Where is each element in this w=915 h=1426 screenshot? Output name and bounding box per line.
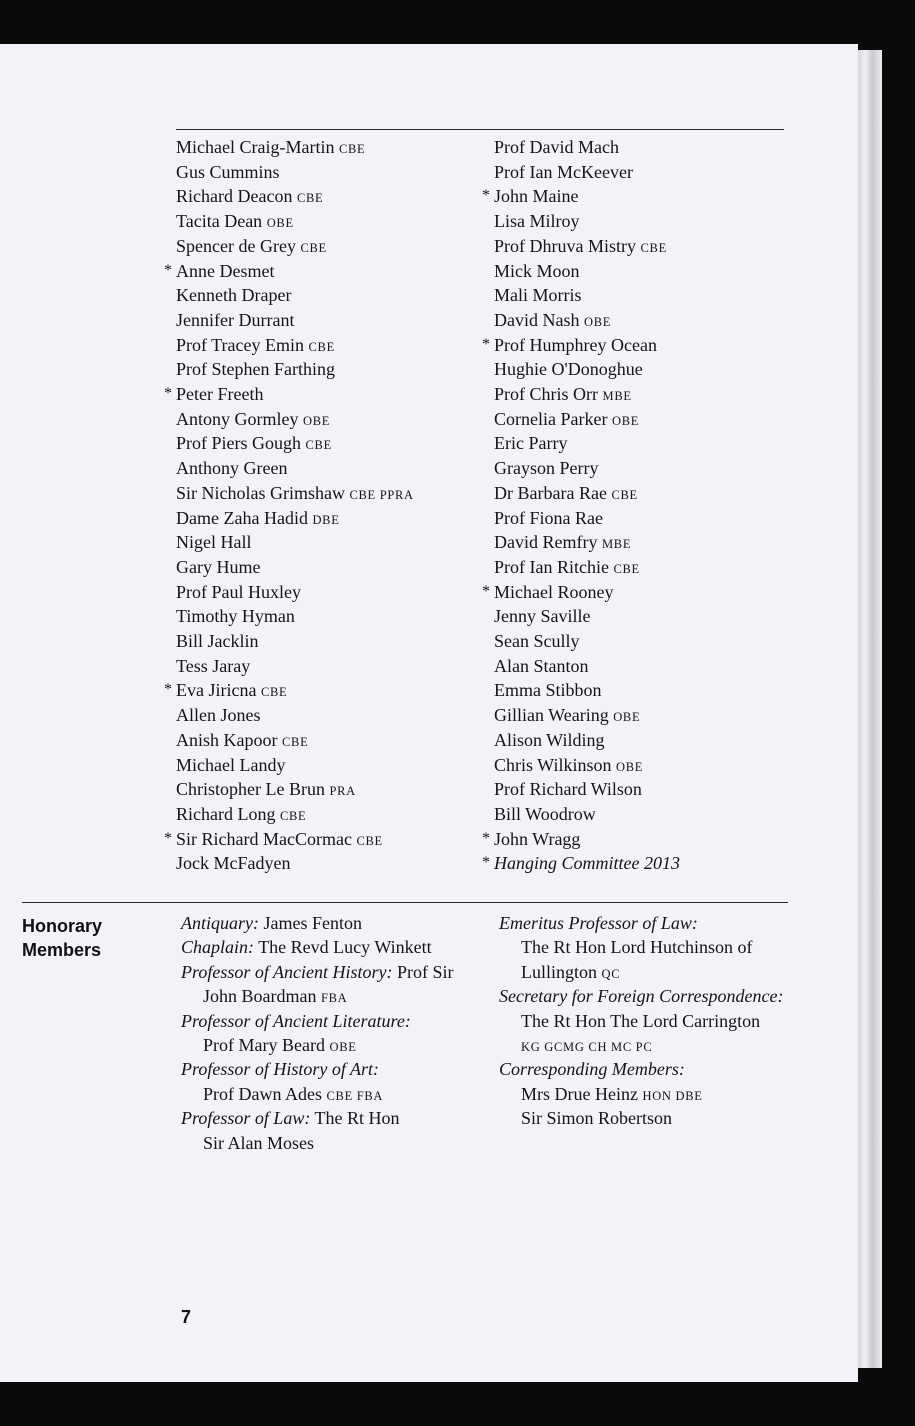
honorary-line (181, 935, 432, 959)
member-entry (494, 235, 667, 259)
honorary-line (521, 1009, 760, 1033)
member-name: Gillian Wearing (494, 705, 609, 726)
holder-name: James Fenton (259, 913, 362, 933)
honorary-line (521, 935, 752, 959)
member-entry (494, 358, 643, 380)
member-name: Dr Barbara Rae (494, 482, 607, 503)
member-name: Michael Rooney (494, 581, 614, 602)
member-name: Hughie O'Donoghue (494, 359, 643, 380)
member-name: Jenny Saville (494, 606, 591, 627)
member-name: Prof Ian McKeever (494, 161, 633, 182)
member-name: Hanging Committee 2013 (494, 853, 680, 874)
member-name: Michael Craig-Martin (176, 137, 335, 157)
honorary-line (499, 984, 783, 1008)
honorary-line (181, 960, 454, 984)
member-entry (482, 185, 579, 207)
honours-suffix: MBE (602, 389, 632, 403)
honours-suffix: CBE (613, 561, 640, 576)
member-entry (494, 507, 603, 529)
member-name: Prof Dhruva Mistry (494, 235, 636, 256)
honours-suffix: OBE (302, 413, 331, 428)
member-entry (176, 358, 335, 380)
member-entry (176, 136, 365, 160)
member-name: Michael Landy (176, 754, 286, 775)
member-name: Bill Woodrow (494, 803, 596, 824)
honorary-line (181, 1009, 411, 1033)
member-name: Prof Chris Orr (494, 384, 598, 404)
member-name: John Wragg (494, 828, 581, 849)
member-entry (494, 679, 602, 701)
member-name: Anish Kapoor (176, 729, 278, 750)
member-entry (176, 235, 327, 259)
honorary-line (499, 1057, 685, 1081)
honours-suffix: MBE (601, 537, 632, 552)
member-entry (494, 408, 639, 432)
holder-name: Mrs Drue Heinz (521, 1083, 638, 1104)
member-entry (494, 260, 580, 282)
honours-suffix: CBE FBA (326, 1088, 384, 1103)
office-title: Professor of Law: (181, 1108, 311, 1129)
holder-name: The Rt Hon Lord Hutchinson of (521, 937, 753, 958)
honours-suffix: CBE PPRA (349, 487, 414, 502)
member-entry (494, 778, 642, 800)
member-name: Prof Paul Huxley (176, 581, 301, 602)
honorary-line (203, 1082, 383, 1108)
holder-name: John Boardman (203, 986, 317, 1007)
member-entry (176, 432, 332, 456)
holder-name: Prof Mary Beard (203, 1035, 325, 1055)
members-column-right (482, 136, 794, 876)
member-name: Eric Parry (494, 433, 568, 454)
member-name: Sean Scully (494, 631, 580, 651)
honorary-line (521, 1106, 672, 1130)
member-entry (176, 161, 280, 183)
heading-line-2: Members (22, 940, 102, 960)
honours-suffix: CBE (296, 191, 324, 206)
member-entry (176, 556, 260, 578)
member-entry (176, 309, 294, 331)
member-entry (494, 383, 632, 407)
member-name: Alan Stanton (494, 655, 589, 676)
member-name: Spencer de Grey (176, 235, 296, 256)
member-entry (494, 556, 640, 580)
member-name: Jock McFadyen (176, 853, 291, 874)
member-name: Eva Jiricna (176, 680, 257, 701)
honours-suffix: CBE (356, 833, 383, 848)
member-entry (494, 482, 638, 506)
member-entry (164, 828, 383, 852)
asterisk-marker: * (164, 829, 172, 847)
honorary-line (181, 1106, 400, 1130)
honorary-line (203, 984, 347, 1010)
honours-suffix: PRA (329, 784, 356, 799)
member-entry (176, 704, 261, 726)
member-name: Richard Deacon (176, 186, 293, 207)
member-name: John Maine (494, 186, 579, 207)
member-entry (494, 457, 598, 479)
honours-suffix: CBE (308, 339, 335, 354)
office-title: Antiquary: (181, 913, 259, 933)
member-name: Allen Jones (176, 705, 261, 726)
honours-suffix: OBE (615, 759, 644, 774)
member-name: Kenneth Draper (176, 285, 292, 306)
honours-suffix: CBE (640, 240, 667, 255)
member-entry (494, 630, 580, 652)
member-name: Alison Wilding (494, 729, 605, 750)
member-entry (494, 161, 633, 183)
honours-suffix: OBE (583, 314, 612, 329)
honours-suffix: CBE (282, 734, 309, 749)
member-entry (482, 852, 680, 874)
member-entry (176, 482, 414, 506)
member-entry (164, 260, 275, 282)
member-entry (176, 408, 330, 432)
member-entry (176, 531, 251, 553)
honorary-line (499, 911, 698, 935)
holder-name: Prof Sir (392, 961, 454, 982)
office-title: Professor of History of Art: (181, 1059, 380, 1080)
members-column-left (164, 136, 486, 876)
member-name: Timothy Hyman (176, 606, 295, 627)
member-entry (176, 185, 323, 209)
member-name: David Remfry (494, 532, 598, 553)
member-name: Emma Stibbon (494, 680, 602, 701)
member-name: Dame Zaha Hadid (176, 507, 308, 528)
member-name: Anne Desmet (176, 260, 275, 281)
member-name: Lisa Milroy (494, 211, 580, 232)
honours-suffix: CBE (300, 240, 327, 255)
member-name: Prof Humphrey Ocean (494, 334, 657, 355)
member-entry (176, 754, 285, 776)
member-entry (494, 210, 580, 232)
member-name: Christopher Le Brun (176, 779, 325, 800)
member-entry (164, 383, 264, 405)
office-title: Secretary for Foreign Correspondence: (499, 986, 784, 1007)
member-name: Mick Moon (494, 260, 580, 281)
office-title: Emeritus Professor of Law: (499, 913, 698, 933)
honorary-line (181, 1057, 379, 1081)
honours-suffix: KG GCMG CH MC PC (521, 1040, 653, 1054)
member-entry (494, 136, 619, 158)
asterisk-marker: * (482, 582, 490, 600)
page-edge-stack (858, 50, 882, 1368)
member-entry (176, 210, 294, 234)
office-title: Corresponding Members: (499, 1059, 685, 1080)
member-entry (494, 655, 589, 677)
member-entry (176, 507, 340, 531)
member-name: Jennifer Durrant (176, 309, 295, 330)
holder-name: Lullington (521, 961, 597, 982)
honours-suffix: CBE (279, 808, 307, 823)
member-entry (176, 655, 250, 677)
member-name: Nigel Hall (176, 532, 252, 553)
member-entry (494, 704, 640, 728)
member-entry (176, 457, 287, 479)
member-name: Mali Morris (494, 285, 582, 306)
member-name: Richard Long (176, 803, 276, 824)
member-name: Prof Stephen Farthing (176, 359, 335, 380)
honours-suffix: OBE (611, 413, 640, 428)
asterisk-marker: * (482, 335, 490, 353)
page-number: 7 (181, 1307, 192, 1327)
heading-line-1: Honorary (22, 916, 103, 936)
honours-suffix: CBE (611, 487, 638, 502)
member-entry (494, 432, 567, 454)
member-name: Sir Nicholas Grimshaw (176, 482, 345, 503)
member-name: Bill Jacklin (176, 631, 259, 651)
member-name: Prof Ian Ritchie (494, 556, 609, 577)
member-entry (494, 284, 582, 306)
member-name: Tess Jaray (176, 655, 251, 676)
holder-name: Prof Dawn Ades (203, 1083, 322, 1104)
member-entry (176, 334, 335, 358)
member-name: Prof Tracey Emin (176, 334, 304, 355)
holder-name: The Rt Hon (310, 1108, 400, 1129)
member-name: Sir Richard MacCormac (176, 828, 352, 849)
honorary-line (521, 960, 620, 986)
member-entry (494, 309, 611, 333)
member-name: Prof Piers Gough (176, 433, 301, 454)
honours-suffix: CBE (305, 438, 332, 453)
member-entry (176, 803, 306, 827)
holder-name: The Rt Hon The Lord Carrington (521, 1010, 761, 1031)
honours-suffix: QC (601, 966, 621, 981)
holder-name: Sir Simon Robertson (521, 1108, 673, 1129)
asterisk-marker: * (482, 829, 490, 847)
member-name: Prof Richard Wilson (494, 779, 642, 800)
member-entry (164, 679, 288, 703)
member-name: Chris Wilkinson (494, 754, 612, 775)
honours-suffix: DBE (312, 512, 340, 527)
member-entry (176, 581, 301, 603)
honours-suffix: CBE (260, 685, 288, 700)
honorary-line (521, 1082, 703, 1108)
asterisk-marker: * (482, 854, 490, 872)
member-entry (176, 284, 291, 306)
honours-suffix: FBA (320, 991, 348, 1006)
honours-suffix: HON DBE (642, 1088, 703, 1103)
honorary-line (521, 1033, 652, 1059)
honours-suffix: OBE (266, 216, 294, 231)
member-name: Cornelia Parker (494, 408, 608, 429)
member-name: David Nash (494, 309, 580, 330)
member-entry (494, 754, 643, 778)
honorary-line (181, 911, 362, 935)
member-name: Peter Freeth (176, 384, 264, 404)
member-name: Antony Gormley (176, 408, 299, 429)
office-title: Professor of Ancient Literature: (181, 1010, 411, 1031)
member-name: Gary Hume (176, 556, 261, 577)
holder-name: The Revd Lucy Winkett (254, 937, 432, 958)
member-entry (494, 729, 604, 751)
asterisk-marker: * (164, 385, 172, 402)
member-name: Gus Cummins (176, 161, 280, 182)
honours-suffix: OBE (613, 710, 641, 725)
section-rule (22, 902, 788, 903)
member-name: Tacita Dean (176, 211, 263, 232)
member-entry (176, 729, 308, 753)
member-entry (176, 605, 295, 627)
member-name: Grayson Perry (494, 458, 599, 479)
member-name: Prof David Mach (494, 137, 619, 157)
member-entry (494, 803, 596, 825)
honours-suffix: CBE (338, 142, 366, 156)
honours-suffix: OBE (329, 1040, 357, 1054)
asterisk-marker: * (164, 261, 172, 279)
honorary-column-left (181, 911, 491, 1161)
member-entry (482, 334, 657, 356)
member-entry (482, 581, 614, 603)
member-name: Anthony Green (176, 458, 288, 479)
member-entry (176, 852, 290, 874)
honorary-members-heading (22, 914, 102, 962)
honorary-line (203, 1131, 314, 1155)
honorary-column-right (499, 911, 799, 1141)
asterisk-marker: * (164, 681, 172, 699)
holder-name: Sir Alan Moses (203, 1132, 315, 1153)
member-entry (176, 778, 356, 802)
member-entry (494, 531, 631, 555)
member-entry (176, 630, 259, 652)
office-title: Chaplain: (181, 937, 255, 958)
honorary-line (203, 1033, 357, 1059)
member-name: Prof Fiona Rae (494, 507, 603, 528)
member-entry (482, 828, 581, 850)
top-rule (176, 129, 784, 130)
office-title: Professor of Ancient History: (181, 961, 393, 982)
asterisk-marker: * (482, 187, 490, 205)
member-entry (494, 605, 591, 627)
